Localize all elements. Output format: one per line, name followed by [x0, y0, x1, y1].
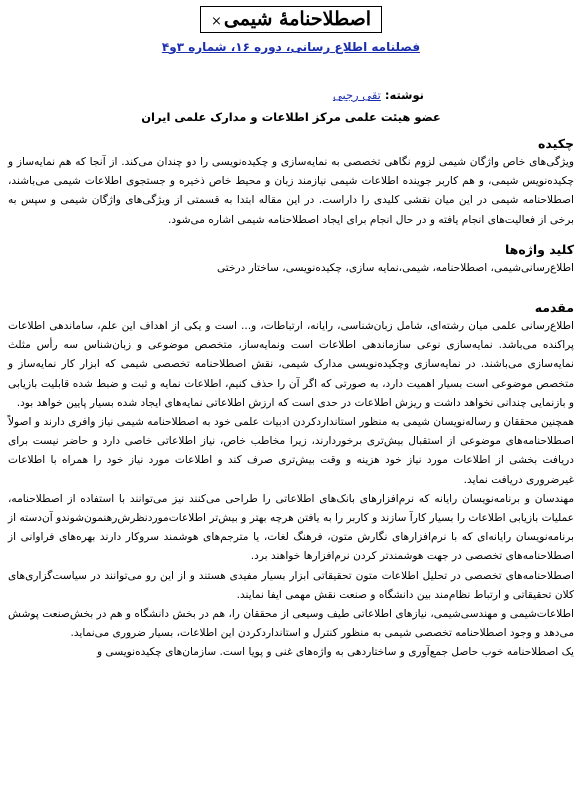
author-affiliation: عضو هیئت علمی مرکز اطلاعات و مدارک علمی ایران: [141, 110, 441, 124]
document-title: [200, 6, 382, 33]
intro-paragraph: مهندسان و برنامه‌نویسان رایانه که نرم‌افزارهای بانک‌های اطلاعاتی را طراحی می‌کنند نیز می‌توانند با استفاده از اصطلاحنامه، عملیات بازیابی اطلاعات را بسیار کارآ سازند و کاربر را به یافتن هرچه بهتر و بیش‌تر اطلاعات‌موردنظرش‌رهنمون‌شوندو آن‌دسته از برنامه‌نویسان رایانه‌ای که با نرم‌افزارهای نگارش متون، فرهنگ لغات، یا مترجم‌های هوشمند سروکار دارند بهره‌های فراوانی از اصطلاحنامه‌های تخصصی در جهت هوشمندتر کردن نرم‌افزارها خواهند برد.: [8, 492, 574, 563]
intro-paragraph: یک اصطلاحنامه خوب حاصل جمع‌آوری و ساختاردهی به واژه‌های غنی و پویا است. سازمان‌های چکیده‌نویسی و: [96, 646, 574, 659]
intro-paragraph: همچنین محققان و رساله‌نویسان شیمی به منظور استانداردکردن ادبیات علمی خود به اصطلاحنامه شیمی نیاز وافری دارند و اصولاً اصطلاحنامه‌های موضوعی از استقبال بیش‌تری برخوردارند، زیرا مخاطب خاص، نیاز اطلاعاتی خاصی دارد و حاضر نیست برای دریافت بخشی از اطلاعات مورد نیاز خود هزینه و وقت بیش‌تری صرف کند و اطلاعات مورد نیاز خود را همراه با اطلاعات غیرضروری دریافت نماید.: [8, 416, 574, 486]
document-title-text: اصطلاحنامۀ شیمی: [223, 8, 371, 30]
author-name-link[interactable]: تقی رجبی: [332, 88, 381, 102]
author-line: [8, 88, 424, 102]
abstract-heading: چکیده: [538, 136, 574, 151]
intro-heading: مقدمه: [534, 300, 574, 316]
close-icon[interactable]: ×: [211, 14, 222, 29]
keywords-heading: کلید واژه‌ها: [504, 241, 574, 257]
author-label: نوشته:: [384, 88, 424, 102]
intro-paragraph: اطلاعات‌شیمی و مهندسی‌شیمی، نیازهای اطلاعاتی طیف وسیعی از محققان را، هم در بخش دانشگاه و هم در بخش‌صنعت پوشش می‌دهد و وجود اصطلاحنامه تخصصی شیمی به منظور کنترل و استانداردکردن این اطلاعات، بسیار ضروری می‌نماید.: [8, 608, 574, 640]
journal-link[interactable]: فصلنامه اطلاع رسانی، دوره ۱۶، شماره ۳و۴: [161, 40, 421, 54]
keywords-text: اطلاع‌رسانی‌شیمی، اصطلاحنامه، شیمی،نمایه سازی، چکیده‌نویسی، ساختار درختی: [216, 261, 574, 274]
title-area: [8, 0, 574, 33]
abstract-text: ویژگی‌های خاص واژگان شیمی لزوم نگاهی تخصصی به نمایه‌سازی و چکیده‌نویسی را دو چندان می‌کند. از آنجا که هم نمایه‌ساز و چکیده‌نویس شیمی، و هم کاربر جوینده اطلاعات شیمی نیازمند زبان و محیط خاص ذخیره و جستجوی اطلاعات شیمی می‌باشند، اصطلاحنامه شیمی در این میان نقشی کلیدی را داراست. در این مقاله ابتدا به قسمتی از ویژگی‌های واژگان شیمی و سپس به برخی از فعالیت‌های انجام یافته و در حال انجام برای ایجاد اصطلاحنامه شیمی اشاره می‌شود.: [8, 156, 574, 226]
intro-paragraph: اطلاع‌رسانی علمی میان رشته‌ای، شامل زبان‌شناسی، رایانه، ارتباطات، و... است و یکی از اهداف این علم، ساماندهی اطلاعات پراکنده می‌باشد. نمایه‌سازی نوعی سازماندهی اطلاعات است ونمایه‌ساز، متخصص موضوعی و زبان‌شناس سه رأس مثلث نمایه‌سازی می‌باشند. در نمایه‌سازی وچکیده‌نویسی مدارک شیمی، نقش اصطلاحنامه تخصصی شیمی که ابزار کار نمایه‌ساز و متخصص موضوعی است بسیار اهمیت دارد، به صورتی که اگر آن را حذف کنیم، اطلاعات نمایه و ثبت و ضبط شده قابلیت بازیابی و بازنمایی چندانی نخواهد داشت و ریزش اطلاعات در حدی است که ارزش اطلاعاتی نمایه‌های ایجاد شده بسیار پایین خواهد بود.: [8, 320, 574, 409]
intro-paragraph: اصطلاحنامه‌های تخصصی در تحلیل اطلاعات متون تحقیقاتی ابزار بسیار مفیدی هستند و از این رو می‌توانند در سیاست‌گزاری‌های کلان تحقیقاتی و ارتباط نظام‌مند بین دانشگاه و صنعت نقش مهمی ایفا نمایند.: [8, 569, 574, 601]
